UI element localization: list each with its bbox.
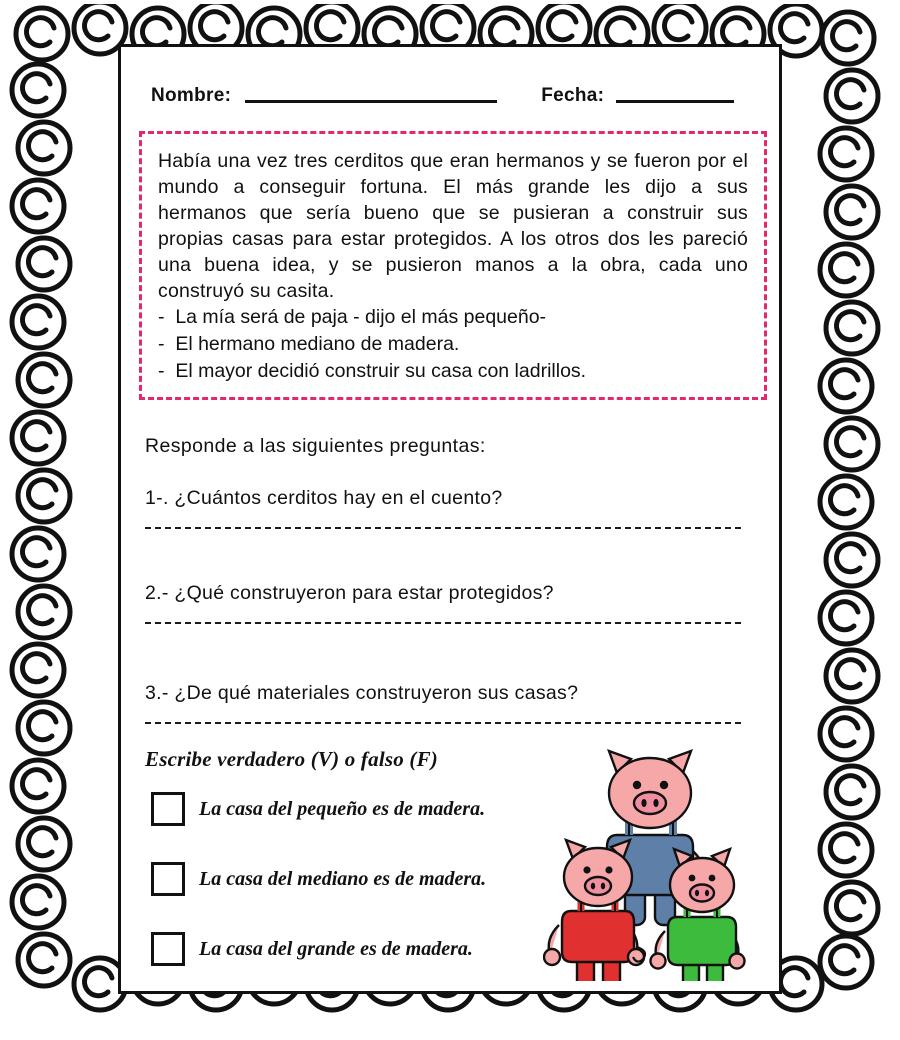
header-row — [151, 85, 755, 107]
true-false-label: La casa del mediano es de madera. — [199, 867, 487, 890]
three-little-pigs-illustration — [543, 731, 773, 981]
checkbox[interactable] — [151, 932, 185, 966]
answer-line[interactable] — [145, 527, 741, 529]
question-item — [145, 582, 745, 624]
nombre-label: Nombre: — [151, 85, 232, 106]
true-false-item[interactable] — [151, 932, 473, 966]
story-dialogue-line: - El hermano mediano de madera. — [158, 333, 460, 355]
nombre-write-line[interactable] — [245, 100, 497, 103]
fecha-write-line[interactable] — [616, 100, 734, 103]
question-item — [145, 487, 745, 529]
question-text: 3.- ¿De qué materiales construyeron sus casas? — [145, 682, 579, 704]
story-paragraph: Había una vez tres cerditos que eran hermanos y se fueron por el mundo a conseguir fortuna. El más grande les dijo a sus hermanos que sería bueno que se pusieran a construir sus propias casas para estar protegidos. A los otros dos les pareció una buena idea, y se pusieron manos a la obra, cada uno construyó su casita. — [158, 150, 748, 302]
story-box — [139, 131, 767, 400]
checkbox[interactable] — [151, 792, 185, 826]
checkbox[interactable] — [151, 862, 185, 896]
true-false-label: La casa del pequeño es de madera. — [199, 797, 486, 820]
questions-instruction: Responde a las siguientes preguntas: — [145, 435, 486, 457]
story-dialogue-line: - El mayor decidió construir su casa con ladrillos. — [158, 360, 587, 382]
question-text: 2.- ¿Qué construyeron para estar protegidos? — [145, 582, 554, 604]
answer-line[interactable] — [145, 722, 741, 724]
question-item — [145, 682, 745, 724]
fecha-label: Fecha: — [541, 85, 605, 106]
true-false-label: La casa del grande es de madera. — [199, 937, 473, 960]
true-false-item[interactable] — [151, 792, 485, 826]
answer-line[interactable] — [145, 622, 741, 624]
true-false-item[interactable] — [151, 862, 486, 896]
question-text: 1-. ¿Cuántos cerditos hay en el cuento? — [145, 487, 503, 509]
worksheet-page — [118, 44, 782, 994]
story-dialogue-line: - La mía será de paja - dijo el más pequeño- — [158, 306, 547, 328]
true-false-title: Escribe verdadero (V) o falso (F) — [145, 747, 438, 771]
